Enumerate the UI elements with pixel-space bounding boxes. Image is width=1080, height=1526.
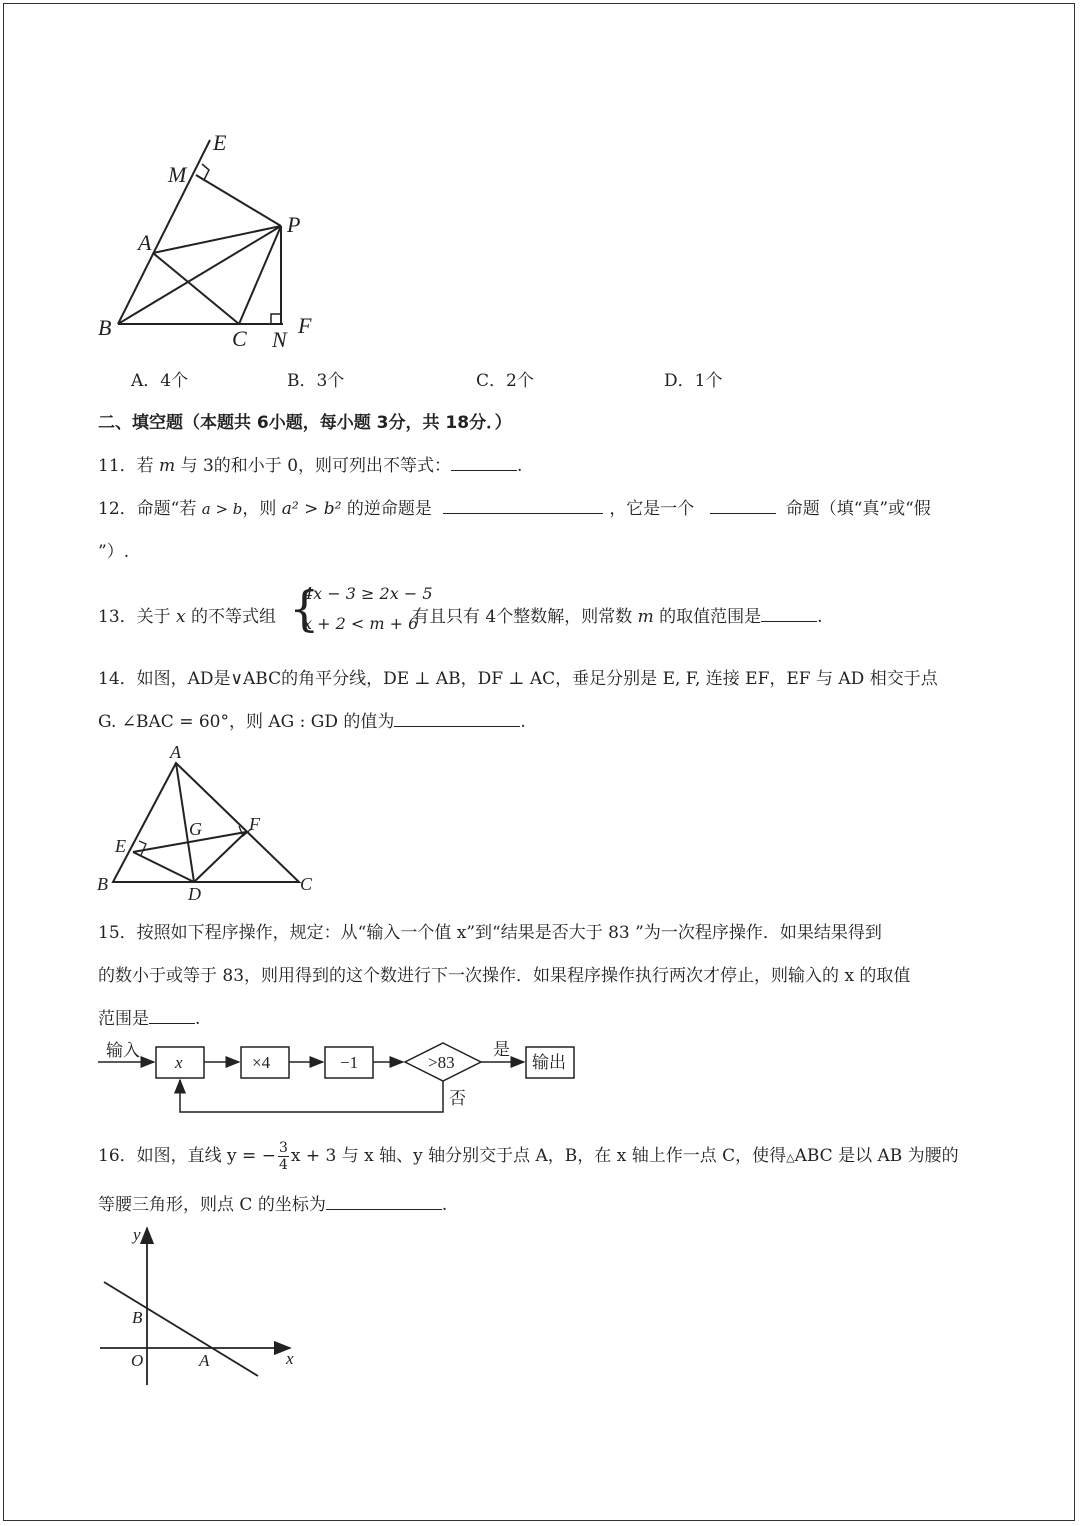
flow-no-label: 否 bbox=[449, 1089, 466, 1108]
answer-blank-12b[interactable] bbox=[710, 496, 776, 514]
flow-times4-box: ×4 bbox=[252, 1053, 271, 1072]
origin-label: O bbox=[131, 1351, 144, 1370]
figure-1-geometry bbox=[95, 128, 335, 353]
label-A: A bbox=[170, 742, 181, 762]
question-15-line3: 范围是 . bbox=[98, 1004, 200, 1029]
inequality-2: x + 2 < m + 6 bbox=[303, 614, 419, 633]
label-B: B bbox=[97, 874, 108, 894]
question-13: 13．关于 x 的不等式组 bbox=[98, 607, 277, 627]
label-D: D bbox=[188, 884, 201, 900]
label-F: F bbox=[249, 814, 260, 834]
flow-output-box: 输出 bbox=[532, 1053, 566, 1072]
question-16-line2: 等腰三角形，则点 C 的坐标为 . bbox=[98, 1190, 447, 1215]
label-A: A bbox=[138, 230, 152, 255]
section-title: 二、填空题（本题共 6小题，每小题 3分，共 18分．） bbox=[98, 413, 512, 433]
option-d: D．1个 bbox=[664, 371, 723, 391]
inequality-1: 4x − 3 ≥ 2x − 5 bbox=[303, 584, 433, 603]
answer-blank-15[interactable] bbox=[149, 1006, 195, 1024]
answer-blank-13[interactable] bbox=[761, 604, 817, 622]
option-a: A．4个 bbox=[131, 371, 189, 391]
label-N: N bbox=[272, 327, 287, 352]
question-15-line2: 的数小于或等于 83，则用得到的这个数进行下一次操作．如果程序操作执行两次才停止，则输入的 x 的取值 bbox=[98, 966, 911, 986]
flow-yes-label: 是 bbox=[493, 1040, 510, 1059]
brace: { bbox=[289, 581, 320, 637]
answer-blank-14[interactable] bbox=[394, 709, 520, 727]
flowchart bbox=[95, 1035, 585, 1120]
answer-blank-16[interactable] bbox=[326, 1192, 442, 1210]
question-14-line2: G. ∠BAC = 60°，则 AG : GD 的值为 . bbox=[98, 707, 526, 732]
point-B-label: B bbox=[132, 1308, 143, 1327]
label-G: G bbox=[189, 819, 202, 839]
option-c: C．2个 bbox=[476, 371, 534, 391]
flow-minus1-box: −1 bbox=[340, 1053, 359, 1072]
label-M: M bbox=[168, 162, 187, 187]
label-P: P bbox=[287, 212, 301, 237]
question-15-line1: 15．按照如下程序操作，规定：从“输入一个值 x”到“结果是否大于 83 ”为一次程序操作．如果结果得到 bbox=[98, 923, 882, 943]
axis-y-label: y bbox=[133, 1225, 141, 1244]
question-14-line1: 14．如图，AD是∨ABC的角平分线，DE ⊥ AB，DF ⊥ AC，垂足分别是 E, F, 连接 EF，EF 与 AD 相交于点 bbox=[98, 669, 938, 689]
point-A-label: A bbox=[199, 1351, 210, 1370]
question-16-line1: 16．如图，直线 y = − $\frac{3}{4}$ x + 3 与 x 轴、y 轴分别交于点 A，B，在 x 轴上作一点 C，使得△ABC 是以 AB 为腰的 bbox=[98, 1140, 959, 1173]
flow-x-box: x bbox=[175, 1053, 183, 1072]
axis-x-label: x bbox=[286, 1349, 294, 1368]
question-13-rest: 有且只有 4个整数解，则常数 m 的取值范围是 . bbox=[412, 602, 823, 627]
answer-blank-11[interactable] bbox=[451, 453, 517, 471]
question-12: 12．命题“若 a > b，则 a² > b² 的逆命题是 ，它是一个 命题（填“真”或“假 bbox=[98, 494, 931, 519]
label-C: C bbox=[300, 874, 313, 894]
question-12-line2: ”）. bbox=[98, 542, 130, 562]
figure-3-axes bbox=[95, 1218, 305, 1388]
figure-2-triangle bbox=[95, 740, 325, 900]
label-E: E bbox=[115, 836, 126, 856]
label-C: C bbox=[232, 326, 247, 351]
label-E: E bbox=[213, 130, 227, 155]
label-B: B bbox=[98, 315, 112, 340]
option-b: B．3个 bbox=[287, 371, 345, 391]
label-F: F bbox=[298, 313, 312, 338]
fraction: $\frac{3}{4}$ bbox=[278, 1140, 288, 1173]
flow-input-label: 输入 bbox=[106, 1041, 140, 1060]
question-11: 11．若 m 与 3的和小于 0，则可列出不等式： . bbox=[98, 451, 522, 476]
flow-compare-box: >83 bbox=[428, 1053, 455, 1072]
answer-blank-12a[interactable] bbox=[443, 496, 603, 514]
